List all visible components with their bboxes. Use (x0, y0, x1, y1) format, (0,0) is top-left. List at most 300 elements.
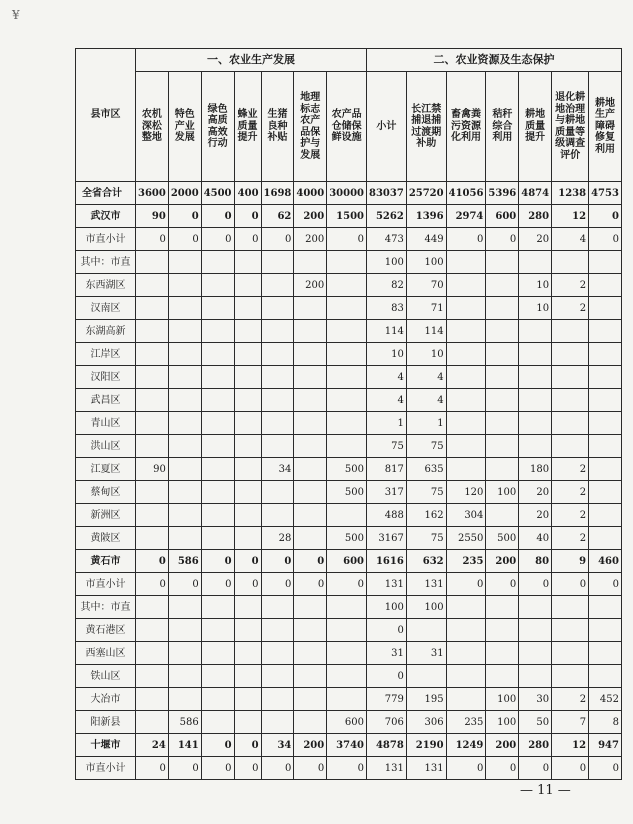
value-cell (486, 665, 519, 688)
column-header: 秸秆综合利用 (486, 72, 519, 182)
value-cell: 3600 (136, 182, 169, 205)
value-cell: 100 (367, 596, 407, 619)
value-cell (136, 251, 169, 274)
value-cell: 0 (201, 757, 234, 780)
value-cell (168, 274, 201, 297)
value-cell (294, 688, 327, 711)
value-cell (589, 481, 622, 504)
column-header: 耕地质量提升 (519, 72, 552, 182)
value-cell: 75 (367, 435, 407, 458)
value-cell: 1249 (446, 734, 486, 757)
table-row (76, 320, 622, 343)
value-cell: 304 (446, 504, 486, 527)
value-cell: 500 (486, 527, 519, 550)
value-cell: 0 (234, 757, 261, 780)
region-cell: 市直小计 (76, 573, 136, 596)
value-cell (261, 366, 294, 389)
value-cell (261, 619, 294, 642)
value-cell (201, 343, 234, 366)
value-cell (234, 596, 261, 619)
value-cell: 0 (446, 757, 486, 780)
value-cell (327, 343, 367, 366)
value-cell: 2 (552, 297, 589, 320)
value-cell (201, 366, 234, 389)
value-cell (261, 504, 294, 527)
value-cell: 0 (589, 205, 622, 228)
value-cell (201, 688, 234, 711)
value-cell: 586 (168, 550, 201, 573)
value-cell: 0 (168, 228, 201, 251)
value-cell: 0 (552, 757, 589, 780)
value-cell: 306 (406, 711, 446, 734)
value-cell: 131 (406, 757, 446, 780)
value-cell (168, 527, 201, 550)
value-cell (446, 458, 486, 481)
region-cell: 全省合计 (76, 182, 136, 205)
value-cell: 280 (519, 205, 552, 228)
value-cell (327, 366, 367, 389)
value-cell: 10 (519, 274, 552, 297)
value-cell (589, 389, 622, 412)
value-cell (589, 596, 622, 619)
value-cell (234, 366, 261, 389)
table-row (76, 481, 622, 504)
value-cell (261, 711, 294, 734)
value-cell (168, 619, 201, 642)
value-cell (327, 297, 367, 320)
value-cell (519, 412, 552, 435)
value-cell (294, 458, 327, 481)
value-cell (234, 389, 261, 412)
value-cell (486, 297, 519, 320)
value-cell: 131 (367, 573, 407, 596)
value-cell (201, 596, 234, 619)
value-cell (294, 343, 327, 366)
group-header-resources: 二、农业资源及生态保护 (367, 49, 622, 72)
value-cell: 25720 (406, 182, 446, 205)
value-cell: 62 (261, 205, 294, 228)
value-cell: 100 (486, 711, 519, 734)
value-cell (589, 665, 622, 688)
column-header: 地理标志农产品保护与发展 (294, 72, 327, 182)
value-cell: 71 (406, 297, 446, 320)
corner-mark: ¥ (12, 8, 20, 22)
column-header: 小计 (367, 72, 407, 182)
value-cell (168, 481, 201, 504)
header-row-groups (76, 49, 622, 72)
value-cell: 0 (201, 205, 234, 228)
value-cell (168, 389, 201, 412)
value-cell (589, 642, 622, 665)
value-cell: 2974 (446, 205, 486, 228)
value-cell (136, 297, 169, 320)
value-cell (201, 458, 234, 481)
value-cell (234, 251, 261, 274)
value-cell (168, 435, 201, 458)
value-cell (136, 688, 169, 711)
value-cell: 28 (261, 527, 294, 550)
table-row (76, 366, 622, 389)
value-cell (168, 343, 201, 366)
value-cell (136, 596, 169, 619)
value-cell (261, 481, 294, 504)
value-cell: 4500 (201, 182, 234, 205)
value-cell (327, 688, 367, 711)
value-cell: 0 (327, 757, 367, 780)
value-cell: 82 (367, 274, 407, 297)
value-cell (261, 389, 294, 412)
value-cell (234, 688, 261, 711)
value-cell: 0 (234, 734, 261, 757)
value-cell: 0 (294, 757, 327, 780)
value-cell (486, 435, 519, 458)
value-cell: 0 (168, 205, 201, 228)
value-cell: 2550 (446, 527, 486, 550)
value-cell (327, 619, 367, 642)
value-cell: 235 (446, 550, 486, 573)
value-cell (486, 343, 519, 366)
value-cell: 632 (406, 550, 446, 573)
value-cell: 2 (552, 481, 589, 504)
value-cell: 31 (367, 642, 407, 665)
region-cell: 西塞山区 (76, 642, 136, 665)
value-cell (234, 320, 261, 343)
value-cell (552, 619, 589, 642)
value-cell (261, 251, 294, 274)
value-cell (136, 665, 169, 688)
value-cell (136, 642, 169, 665)
value-cell (446, 688, 486, 711)
value-cell (234, 343, 261, 366)
value-cell: 40 (519, 527, 552, 550)
value-cell: 180 (519, 458, 552, 481)
table-row (76, 205, 622, 228)
value-cell: 20 (519, 228, 552, 251)
value-cell (589, 435, 622, 458)
value-cell: 779 (367, 688, 407, 711)
value-cell (446, 366, 486, 389)
value-cell (519, 665, 552, 688)
value-cell (234, 435, 261, 458)
value-cell (261, 665, 294, 688)
table-row (76, 665, 622, 688)
value-cell: 3740 (327, 734, 367, 757)
value-cell (446, 343, 486, 366)
value-cell (589, 412, 622, 435)
value-cell (327, 596, 367, 619)
value-cell (552, 389, 589, 412)
value-cell: 4 (367, 389, 407, 412)
value-cell (486, 320, 519, 343)
value-cell: 0 (201, 734, 234, 757)
value-cell: 500 (327, 481, 367, 504)
value-cell (552, 343, 589, 366)
column-header: 绿色高质高效行动 (201, 72, 234, 182)
value-cell: 3167 (367, 527, 407, 550)
region-cell: 其中：市直 (76, 251, 136, 274)
value-cell: 0 (261, 228, 294, 251)
value-cell: 4878 (367, 734, 407, 757)
value-cell: 0 (294, 550, 327, 573)
value-cell (327, 389, 367, 412)
value-cell (406, 665, 446, 688)
value-cell (486, 251, 519, 274)
column-header: 蜂业质量提升 (234, 72, 261, 182)
value-cell: 83037 (367, 182, 407, 205)
value-cell (446, 412, 486, 435)
value-cell (446, 251, 486, 274)
value-cell (201, 389, 234, 412)
region-cell: 东湖高新 (76, 320, 136, 343)
value-cell: 0 (552, 573, 589, 596)
value-cell (294, 412, 327, 435)
value-cell: 0 (519, 757, 552, 780)
value-cell (201, 251, 234, 274)
value-cell: 0 (168, 757, 201, 780)
value-cell (136, 504, 169, 527)
value-cell (294, 596, 327, 619)
value-cell (519, 320, 552, 343)
value-cell: 0 (234, 573, 261, 596)
value-cell (327, 435, 367, 458)
value-cell (234, 274, 261, 297)
value-cell: 4000 (294, 182, 327, 205)
value-cell (261, 320, 294, 343)
value-cell: 75 (406, 435, 446, 458)
region-cell: 洪山区 (76, 435, 136, 458)
value-cell (589, 297, 622, 320)
value-cell (519, 366, 552, 389)
value-cell: 31 (406, 642, 446, 665)
column-header: 退化耕地治理与耕地质量等级调查评价 (552, 72, 589, 182)
value-cell: 488 (367, 504, 407, 527)
value-cell (201, 412, 234, 435)
value-cell: 0 (136, 550, 169, 573)
budget-table (75, 48, 622, 780)
column-header: 畜禽粪污资源化利用 (446, 72, 486, 182)
value-cell: 0 (136, 757, 169, 780)
value-cell: 706 (367, 711, 407, 734)
value-cell: 100 (406, 596, 446, 619)
region-cell: 阳新县 (76, 711, 136, 734)
table-row (76, 297, 622, 320)
value-cell (201, 320, 234, 343)
value-cell: 20 (519, 481, 552, 504)
table-row (76, 642, 622, 665)
region-cell: 新洲区 (76, 504, 136, 527)
column-header: 耕地生产障碍修复利用 (589, 72, 622, 182)
value-cell (519, 389, 552, 412)
table-row (76, 274, 622, 297)
value-cell (261, 435, 294, 458)
value-cell: 7 (552, 711, 589, 734)
value-cell: 200 (294, 734, 327, 757)
value-cell (261, 297, 294, 320)
value-cell (486, 596, 519, 619)
value-cell (552, 320, 589, 343)
value-cell: 100 (486, 481, 519, 504)
region-cell: 市直小计 (76, 228, 136, 251)
value-cell: 0 (294, 573, 327, 596)
value-cell (234, 412, 261, 435)
value-cell: 2 (552, 688, 589, 711)
value-cell (201, 297, 234, 320)
value-cell: 200 (294, 274, 327, 297)
value-cell (168, 320, 201, 343)
value-cell (446, 274, 486, 297)
group-header-production: 一、农业生产发展 (136, 49, 367, 72)
value-cell (261, 642, 294, 665)
value-cell (261, 412, 294, 435)
region-cell: 东西湖区 (76, 274, 136, 297)
region-cell: 黄石港区 (76, 619, 136, 642)
value-cell (446, 320, 486, 343)
region-cell: 汉南区 (76, 297, 136, 320)
value-cell (589, 343, 622, 366)
value-cell: 90 (136, 458, 169, 481)
table-row (76, 251, 622, 274)
value-cell: 635 (406, 458, 446, 481)
value-cell: 0 (168, 573, 201, 596)
value-cell (552, 412, 589, 435)
region-cell: 铁山区 (76, 665, 136, 688)
value-cell: 0 (589, 573, 622, 596)
value-cell (589, 366, 622, 389)
value-cell (201, 711, 234, 734)
value-cell (294, 297, 327, 320)
value-cell (519, 596, 552, 619)
value-cell (486, 412, 519, 435)
table-row (76, 343, 622, 366)
value-cell (168, 366, 201, 389)
value-cell: 10 (519, 297, 552, 320)
value-cell: 449 (406, 228, 446, 251)
value-cell: 4874 (519, 182, 552, 205)
value-cell: 5396 (486, 182, 519, 205)
value-cell: 1698 (261, 182, 294, 205)
value-cell: 817 (367, 458, 407, 481)
value-cell (294, 504, 327, 527)
value-cell (234, 504, 261, 527)
value-cell: 2000 (168, 182, 201, 205)
value-cell: 12 (552, 205, 589, 228)
value-cell (168, 642, 201, 665)
value-cell (201, 435, 234, 458)
value-cell: 2190 (406, 734, 446, 757)
value-cell (552, 366, 589, 389)
value-cell: 131 (367, 757, 407, 780)
value-cell (294, 665, 327, 688)
value-cell: 0 (234, 550, 261, 573)
value-cell (327, 274, 367, 297)
value-cell: 1396 (406, 205, 446, 228)
region-cell: 十堰市 (76, 734, 136, 757)
value-cell (589, 619, 622, 642)
value-cell (552, 596, 589, 619)
value-cell: 30000 (327, 182, 367, 205)
value-cell (486, 458, 519, 481)
value-cell (589, 504, 622, 527)
value-cell: 1 (367, 412, 407, 435)
value-cell: 12 (552, 734, 589, 757)
table-row (76, 596, 622, 619)
value-cell (136, 711, 169, 734)
value-cell: 586 (168, 711, 201, 734)
value-cell (168, 412, 201, 435)
value-cell (589, 458, 622, 481)
value-cell (136, 389, 169, 412)
value-cell (552, 251, 589, 274)
value-cell (168, 458, 201, 481)
value-cell: 0 (261, 573, 294, 596)
region-cell: 其中：市直 (76, 596, 136, 619)
value-cell (294, 619, 327, 642)
region-cell: 黄陂区 (76, 527, 136, 550)
table-row (76, 182, 622, 205)
region-cell: 江夏区 (76, 458, 136, 481)
value-cell (519, 251, 552, 274)
value-cell (201, 619, 234, 642)
value-cell: 1616 (367, 550, 407, 573)
value-cell: 0 (234, 228, 261, 251)
value-cell (201, 481, 234, 504)
value-cell (168, 297, 201, 320)
region-cell: 大冶市 (76, 688, 136, 711)
value-cell: 400 (234, 182, 261, 205)
value-cell (136, 435, 169, 458)
value-cell (136, 366, 169, 389)
value-cell: 5262 (367, 205, 407, 228)
value-cell (261, 343, 294, 366)
value-cell (486, 366, 519, 389)
value-cell: 30 (519, 688, 552, 711)
value-cell (234, 665, 261, 688)
value-cell: 0 (486, 573, 519, 596)
value-cell: 24 (136, 734, 169, 757)
value-cell: 600 (486, 205, 519, 228)
value-cell: 4753 (589, 182, 622, 205)
value-cell: 0 (136, 573, 169, 596)
value-cell: 473 (367, 228, 407, 251)
value-cell (589, 274, 622, 297)
value-cell: 4 (406, 366, 446, 389)
value-cell (589, 251, 622, 274)
value-cell: 500 (327, 527, 367, 550)
value-cell (136, 619, 169, 642)
value-cell: 195 (406, 688, 446, 711)
value-cell (201, 527, 234, 550)
value-cell: 0 (201, 228, 234, 251)
value-cell: 83 (367, 297, 407, 320)
column-header: 农产品仓储保鲜设施 (327, 72, 367, 182)
value-cell (294, 435, 327, 458)
value-cell (201, 274, 234, 297)
value-cell (234, 642, 261, 665)
value-cell (446, 389, 486, 412)
value-cell (234, 619, 261, 642)
value-cell: 0 (486, 228, 519, 251)
value-cell (234, 711, 261, 734)
value-cell (294, 642, 327, 665)
value-cell: 200 (486, 550, 519, 573)
value-cell (519, 343, 552, 366)
value-cell (519, 435, 552, 458)
value-cell: 4 (367, 366, 407, 389)
value-cell: 75 (406, 527, 446, 550)
table-row (76, 504, 622, 527)
value-cell: 0 (201, 573, 234, 596)
value-cell (234, 527, 261, 550)
